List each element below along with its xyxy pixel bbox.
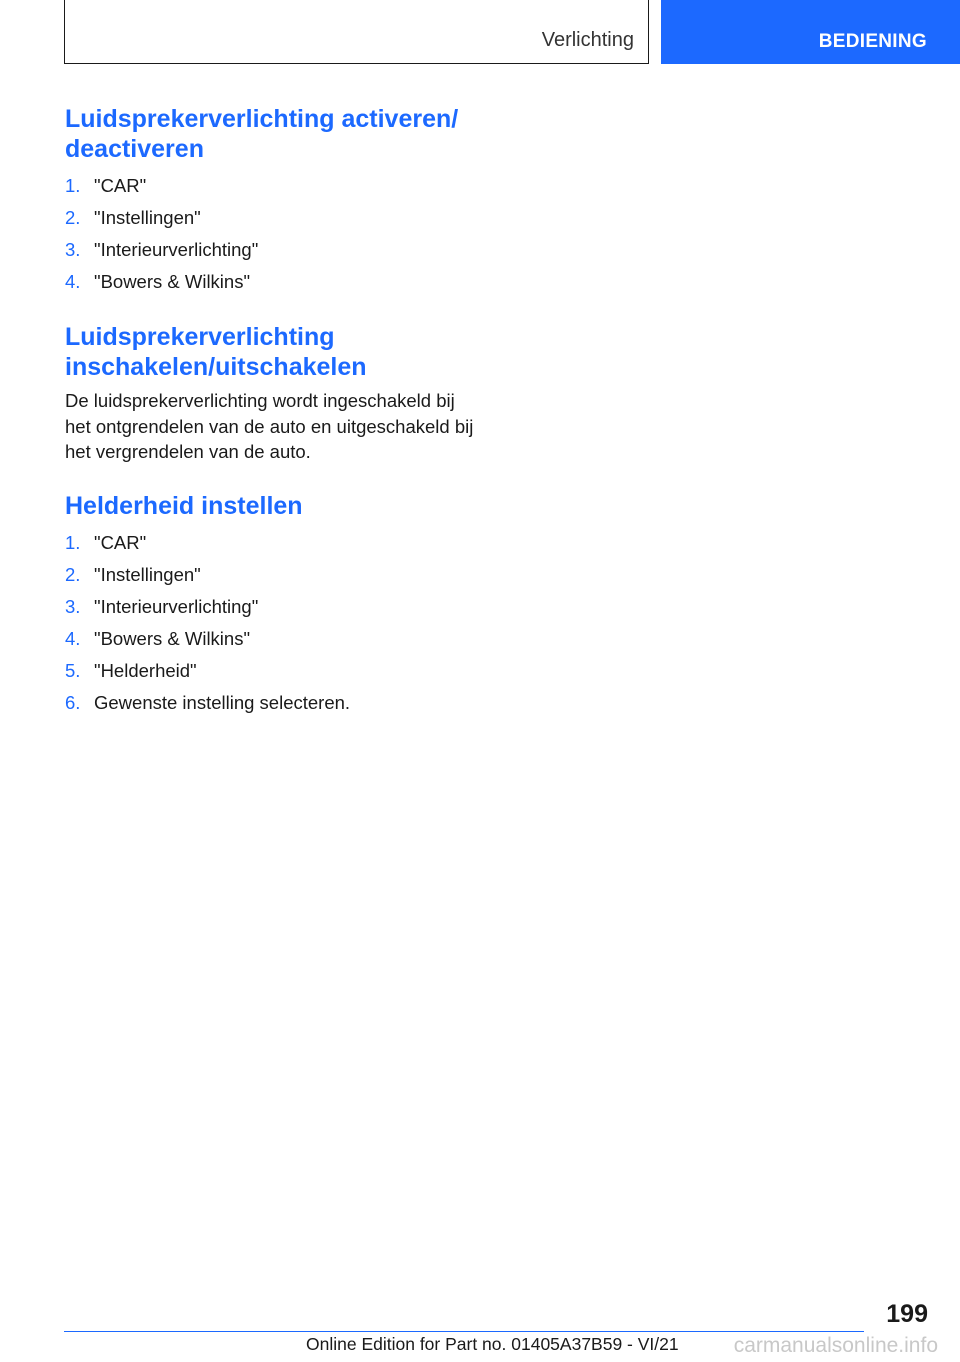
section-tab xyxy=(661,0,960,64)
list-item: 3. "Interieurverlichting" xyxy=(65,591,485,623)
list-item: 1. "CAR" xyxy=(65,527,485,559)
page-number: 199 xyxy=(886,1300,928,1328)
header-chapter-box xyxy=(64,0,649,64)
step-number: 2. xyxy=(65,207,81,228)
step-number: 3. xyxy=(65,239,81,260)
step-number: 5. xyxy=(65,659,81,681)
step-number: 3. xyxy=(65,595,81,617)
step-number: 2. xyxy=(65,563,81,585)
step-number: 6. xyxy=(65,691,81,713)
section-title: BEDIENING xyxy=(818,31,927,52)
edition-note: Online Edition for Part no. 01405A37B59 - VI/21 xyxy=(306,1334,679,1354)
list-item: 4. "Bowers & Wilkins" xyxy=(65,266,485,298)
list-item: 4. "Bowers & Wilkins" xyxy=(65,623,485,655)
heading-speaker-lighting-switch: Luidsprekerverlichting inschakelen/uitschakelen xyxy=(65,323,367,381)
steps-list-brightness xyxy=(65,527,485,719)
page-content xyxy=(65,104,485,743)
list-item: 2. "Instellingen" xyxy=(65,559,485,591)
heading-speaker-lighting-activate: Luidsprekerverlichting activeren/ deactiveren xyxy=(65,105,459,163)
step-number: 1. xyxy=(65,175,81,196)
list-item: 6. Gewenste instelling selecteren. xyxy=(65,687,485,719)
body-text: De luidsprekerverlichting wordt ingeschakeld bij het ontgrendelen van de auto en uitgeschakeld bij het vergrendelen van de auto. xyxy=(65,390,474,462)
list-item: 2. "Instellingen" xyxy=(65,202,485,234)
chapter-title: Verlichting xyxy=(541,29,634,51)
heading-brightness: Helderheid instellen xyxy=(65,491,303,520)
step-number: 1. xyxy=(65,531,81,553)
list-item: 1. "CAR" xyxy=(65,170,485,202)
watermark: carmanualsonline.info xyxy=(733,1334,938,1357)
step-number: 4. xyxy=(65,271,81,292)
step-number: 4. xyxy=(65,627,81,649)
list-item: 3. "Interieurverlichting" xyxy=(65,234,485,266)
list-item: 5. "Helderheid" xyxy=(65,655,485,687)
footer-divider xyxy=(64,1331,864,1332)
steps-list-activate xyxy=(65,170,485,298)
